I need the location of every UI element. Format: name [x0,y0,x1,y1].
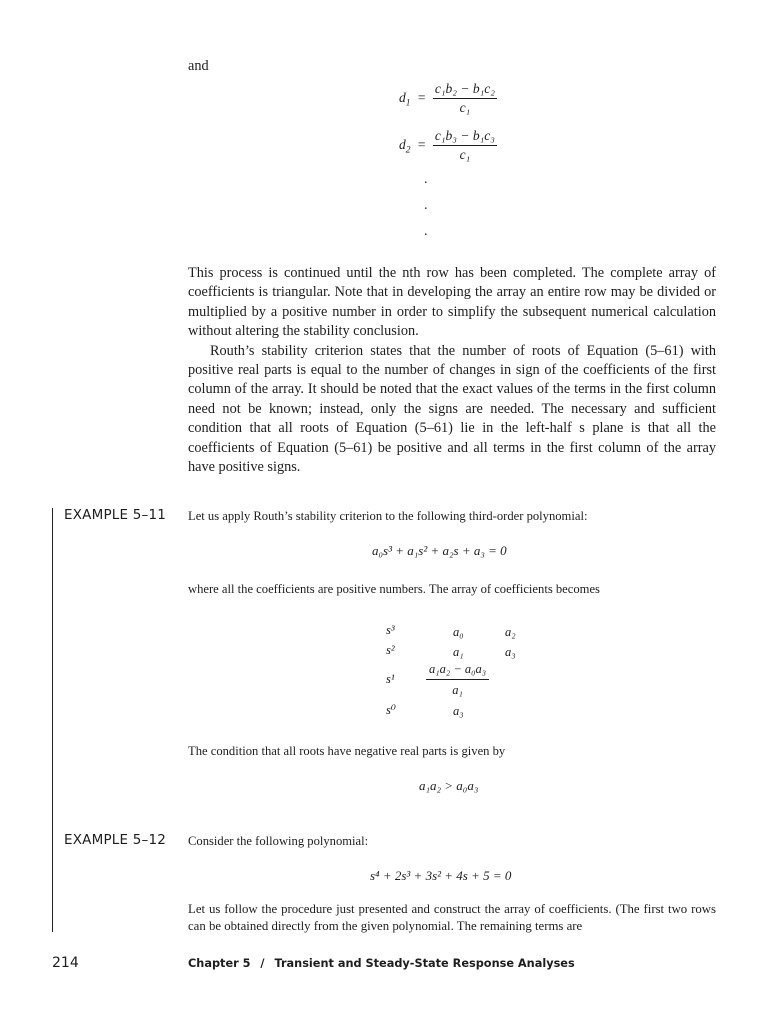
example-5-12-intro: Consider the following polynomial: [188,834,369,848]
routh-power: s⁰ [386,703,396,717]
routh-fraction [426,662,489,698]
routh-cell: a₃ [505,645,516,659]
equation-d1: $d_1$ = $\frac{\text{c₁b₂ − b₁c₂}}{\text{c₁}}$ [399,81,495,115]
example-5-11-condition-text: The condition that all roots have negative real parts is given by [188,744,506,758]
example-5-11-label: EXAMPLE 5–11 [64,507,167,523]
routh-cell: a₁ [453,645,464,659]
d1-numerator: c₁b₂ − b₁c₂ [433,81,497,99]
and-text: and [188,58,209,74]
paragraph-process: This process is continued until the nth row has been completed. The complete array of coefficients is triangular. Note that in developing the array an entire row may be divided or multiplied by a positive number in order to simplify the subsequent numerical calculation without altering the stability conclusion. [188,265,716,340]
example-5-12-polynomial: s⁴ + 2s³ + 3s² + 4s + 5 = 0 [370,868,512,883]
footer-chapter: Chapter 5 [188,957,251,970]
footer-separator: / [260,957,265,970]
routh-cell: a₀ [453,625,464,639]
d1-lhs: $d_1$ [399,89,411,109]
example-margin-rule [52,508,53,932]
body-text [188,264,716,477]
example-5-12-text: Let us follow the procedure just presented and construct the array of coefficients. (The first two rows can be obtained directly from the given polynomial. The remaining terms are [188,902,716,933]
example-5-11-intro: Let us apply Routh’s stability criterion to the following third-order polynomial: [188,509,588,523]
ellipsis-dot: . [424,224,428,239]
running-footer [188,957,575,970]
example-5-11-polynomial: a₀s³ + a₁s² + a₂s + a₃ = 0 [372,543,507,558]
page-number: 214 [52,955,79,971]
example-5-11-after-poly: where all the coefficients are positive numbers. The array of coefficients becomes [188,582,600,596]
routh-fraction-denominator: a₁ [452,683,463,697]
equation-d2: $d_2$ = $\frac{\text{c₁b₃ − b₁c₃}}{\text{c₁}}$ [399,128,495,162]
routh-power: s² [386,643,395,657]
d2-lhs: $d_2$ [399,136,411,156]
footer-title: Transient and Steady-State Response Analyses [274,957,575,970]
d1-denominator: c₁ [459,100,471,115]
paragraph-routh-criterion: Routh’s stability criterion states that the number of roots of Equation (5–61) with positive real parts is equal to the number of changes in sign of the coefficients of the first column of the array. It should be noted that the exact values of the terms in the first column need not be known; instead, only the signs are needed. The necessary and sufficient condition that all roots of Equation (5–61) lie in the left-half s plane is that all the coefficients of Equation (5–61) be positive and all terms in the first column of the array have positive signs. [188,342,716,476]
routh-power: s³ [386,623,395,637]
example-5-12-label: EXAMPLE 5–12 [64,832,167,848]
d2-fraction [433,128,497,163]
d2-denominator: c₁ [459,147,471,162]
d1-fraction [433,81,497,116]
routh-cell: a₂ [505,625,516,639]
routh-cell: a₃ [453,704,464,718]
example-5-11-condition: a₁a₂ > a₀a₃ [419,778,479,793]
ellipsis-dot: . [424,198,428,213]
d2-numerator: c₁b₃ − b₁c₃ [433,128,497,146]
routh-power: s¹ [386,672,395,686]
routh-fraction-numerator: a₁a₂ − a₀a₃ [426,662,489,680]
ellipsis-dot: . [424,172,428,187]
